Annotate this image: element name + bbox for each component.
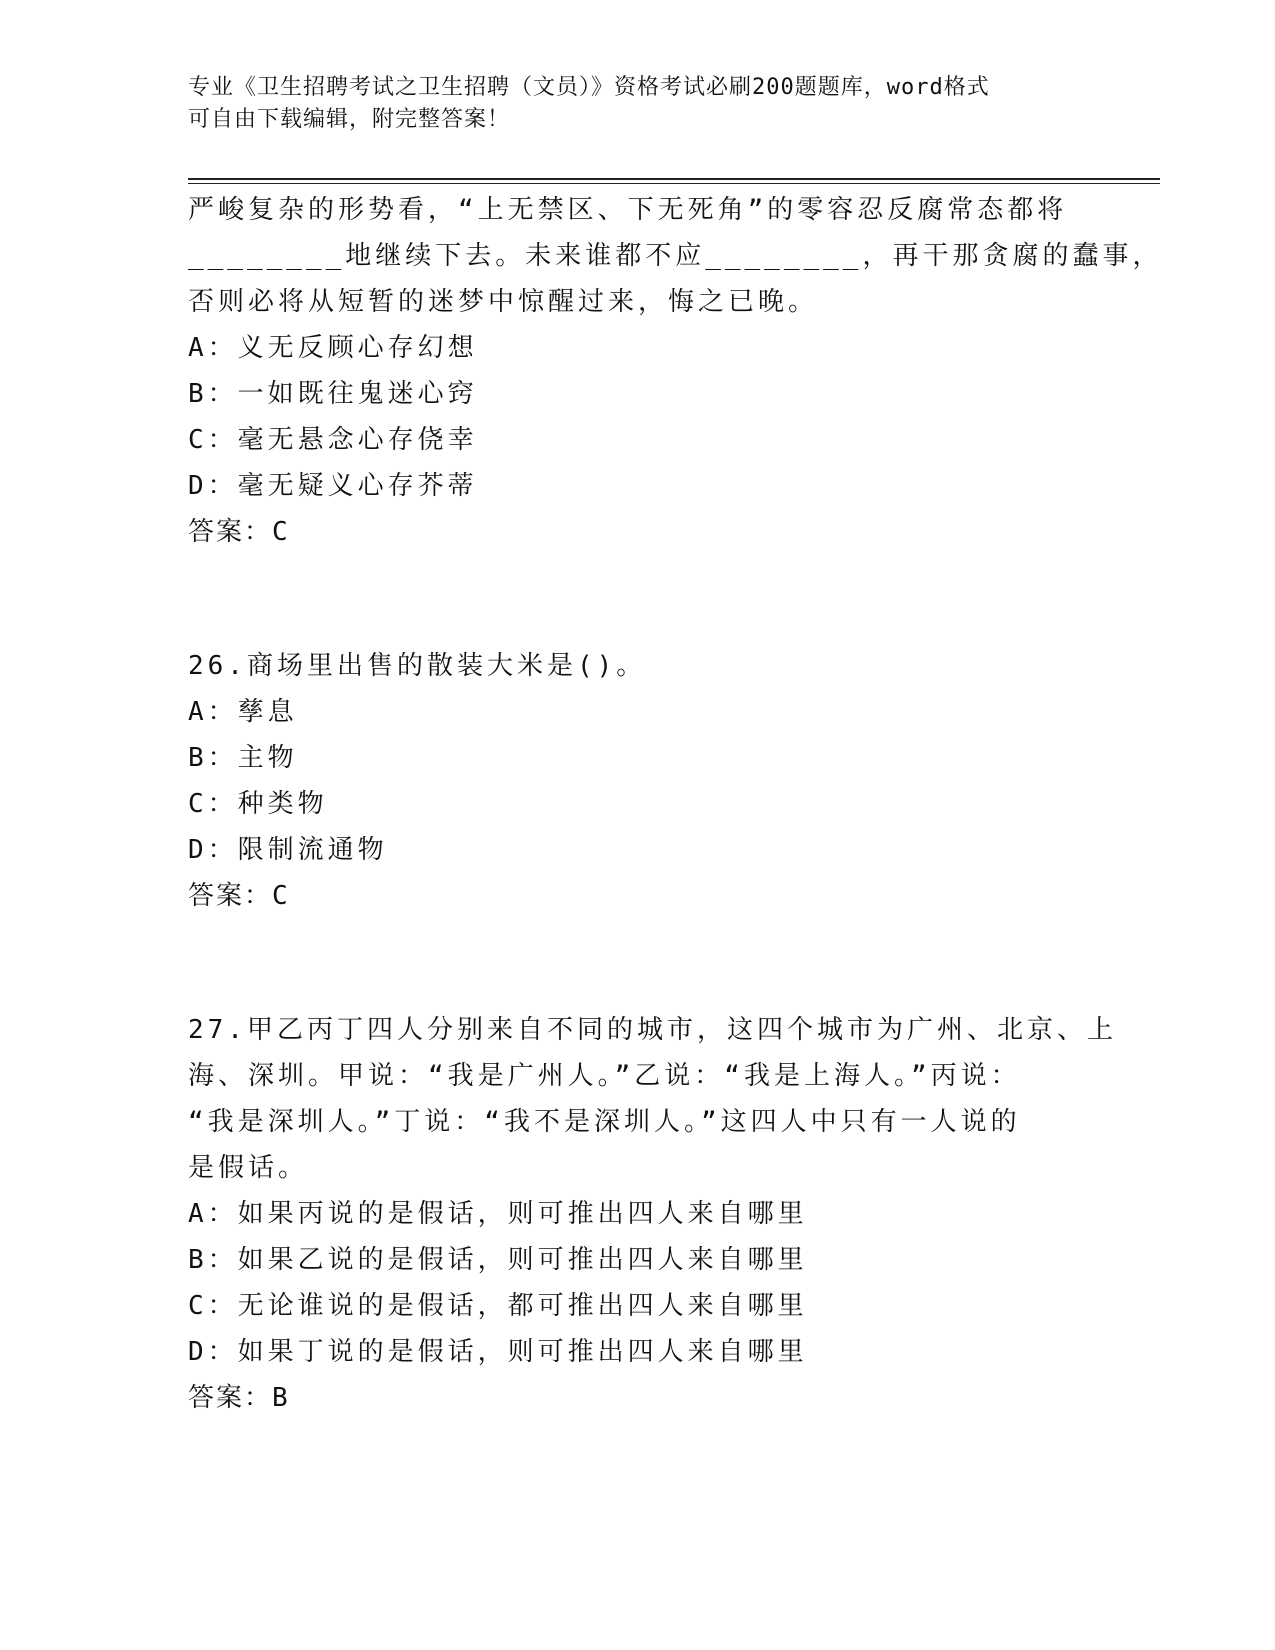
question-26 (188, 643, 1088, 919)
option-d: D：限制流通物 (188, 835, 388, 865)
page-header (188, 72, 1088, 136)
question-27 (188, 1007, 1117, 1421)
header-line-2: 可自由下载编辑，附完整答案！ (188, 107, 511, 132)
question-text-line: 否则必将从短暂的迷梦中惊醒过来，悔之已晚。 (188, 287, 819, 317)
header-line-1: 专业《卫生招聘考试之卫生招聘（文员）》资格考试必刷200题题库，word格式 (188, 75, 990, 100)
option-c: C：毫无悬念心存侥幸 (188, 425, 478, 455)
question-text-line: 是假话。 (188, 1153, 309, 1183)
option-a: A：如果丙说的是假话，则可推出四人来自哪里 (188, 1199, 808, 1229)
option-b: B：主物 (188, 743, 298, 773)
header-divider (188, 178, 1160, 182)
answer-line: 答案：C (188, 881, 290, 911)
spacer (188, 919, 1088, 1007)
question-text-line: 27.甲乙丙丁四人分别来自不同的城市，这四个城市为广州、北京、上 (188, 1015, 1117, 1045)
option-c: C：无论谁说的是假话，都可推出四人来自哪里 (188, 1291, 808, 1321)
question-content (188, 187, 1163, 1421)
option-a: A：义无反顾心存幻想 (188, 333, 478, 363)
question-text-line: 26.商场里出售的散装大米是()。 (188, 651, 647, 681)
question-text-line: ________地继续下去。未来谁都不应________，再干那贪腐的蠢事， (188, 241, 1163, 271)
answer-line: 答案：B (188, 1383, 290, 1413)
question-text-line: 海、深圳。甲说：“我是广州人。”乙说：“我是上海人。”丙说： (188, 1061, 1021, 1091)
option-c: C：种类物 (188, 789, 328, 819)
question-text-line: 严峻复杂的形势看，“上无禁区、下无死角”的零容忍反腐常态都将 (188, 195, 1068, 225)
option-b: B：如果乙说的是假话，则可推出四人来自哪里 (188, 1245, 808, 1275)
spacer (188, 555, 1088, 643)
option-d: D：如果丁说的是假话，则可推出四人来自哪里 (188, 1337, 808, 1367)
option-a: A：孳息 (188, 697, 298, 727)
answer-line: 答案：C (188, 517, 290, 547)
option-d: D：毫无疑义心存芥蒂 (188, 471, 478, 501)
question-continued (188, 187, 1163, 555)
question-text-line: “我是深圳人。”丁说：“我不是深圳人。”这四人中只有一人说的 (188, 1107, 1021, 1137)
option-b: B：一如既往鬼迷心窍 (188, 379, 478, 409)
